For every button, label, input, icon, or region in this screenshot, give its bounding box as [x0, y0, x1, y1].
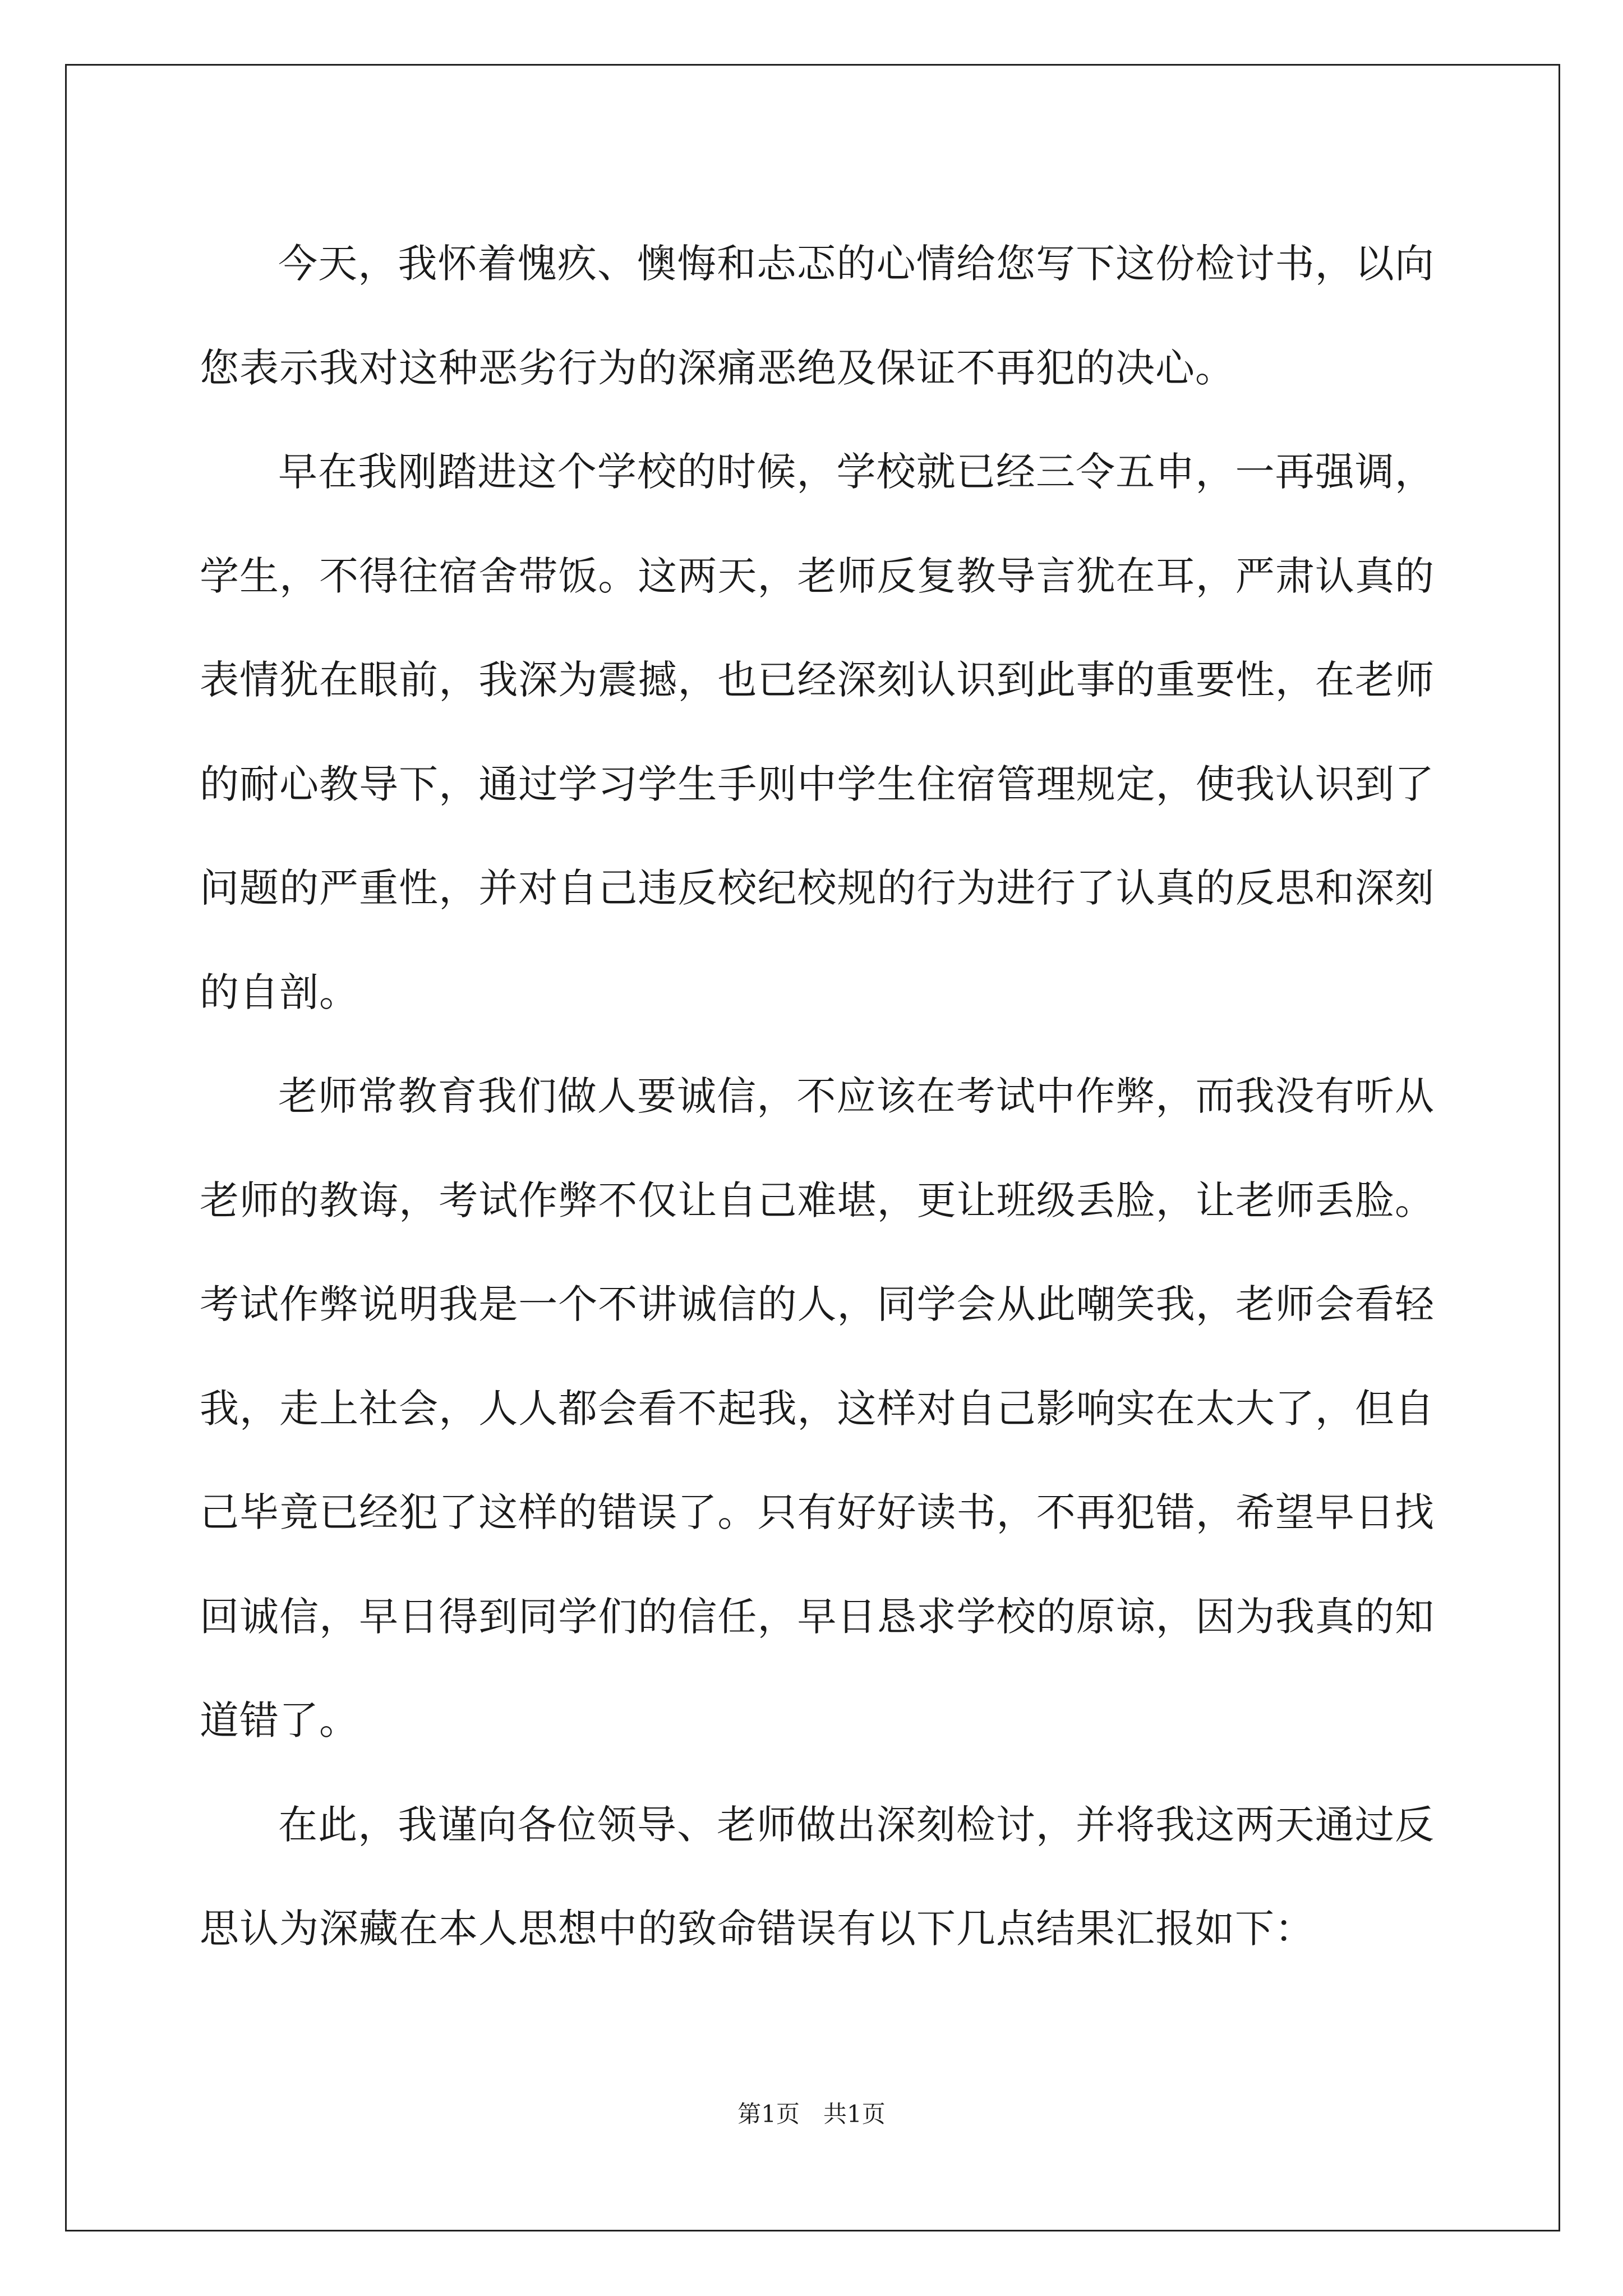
- page-number-footer: 第1页 共1页: [737, 2100, 886, 2128]
- paragraph-4: 在此，我谨向各位领导、老师做出深刻检讨，并将我这两天通过反思认为深藏在本人思想中的致命错误有以下几点结果汇报如下：: [200, 1801, 1435, 1952]
- paragraph-3: 老师常教育我们做人要诚信，不应该在考试中作弊，而我没有听从老师的教诲，考试作弊不仅让自己难堪，更让班级丢脸，让老师丢脸。考试作弊说明我是一个不讲诚信的人，同学会从此嘲笑我，老师会看轻我，走上社会，人人都会看不起我，这样对自己影响实在太大了，但自己毕竟已经犯了这样的错误了。只有好好读书，不再犯错，希望早日找回诚信，早日得到同学们的信任，早日恳求学校的原谅，因为我真的知道错了。: [200, 1073, 1435, 1743]
- document-body: [200, 212, 1435, 1981]
- paragraph-2: 早在我刚踏进这个学校的时候，学校就已经三令五申，一再强调，学生，不得往宿舍带饭。这两天，老师反复教导言犹在耳，严肃认真的表情犹在眼前，我深为震撼，也已经深刻认识到此事的重要性，在老师的耐心教导下，通过学习学生手则中学生住宿管理规定，使我认识到了问题的严重性，并对自己违反校纪校规的行为进行了认真的反思和深刻的自剖。: [200, 449, 1435, 1015]
- paragraph-1: 今天，我怀着愧疚、懊悔和忐忑的心情给您写下这份检讨书，以向您表示我对这种恶劣行为的深痛恶绝及保证不再犯的决心。: [200, 241, 1435, 391]
